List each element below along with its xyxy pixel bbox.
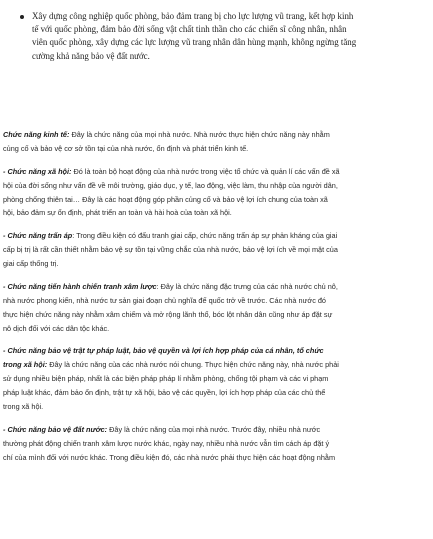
text-line — [3, 229, 427, 243]
text-line: trong xã hội. — [3, 401, 44, 411]
paragraph-heading: - Chức năng bảo vệ trật tự pháp luật, bảo vệ quyền và lợi ích hợp pháp của cá nhân, tổ chức — [3, 346, 324, 356]
bullet-text — [32, 10, 418, 63]
paragraph-social-function — [3, 165, 427, 221]
paragraph-text: Đây là chức năng của các nhà nước nói chung. Thực hiện chức năng này, nhà nước phải — [47, 360, 339, 370]
paragraph-heading: Chức năng kinh tế: — [3, 130, 70, 139]
text-line: thực hiện chức năng này nhằm xâm chiếm và mở rộng lãnh thổ, bóc lột nhân dân cũng như áp đặt sự — [3, 309, 333, 319]
text-line — [3, 280, 427, 294]
text-line: sử dụng nhiều biện pháp, nhất là các biện pháp pháp lí nhằm phòng, chống tội phạm và các vi phạm — [3, 374, 329, 384]
paragraph-text: Đó là toàn bộ hoạt động của nhà nước trong việc tổ chức và quản lí các vấn đề xã — [71, 166, 340, 176]
text-line: thường phát động chiến tranh xâm lược nước khác, ngày nay, nhiều nhà nước vẫn tìm cách áp đặt ý — [3, 438, 330, 448]
text-line — [3, 128, 427, 142]
text-line: tế với quốc phòng, đảm bảo đời sống vật chất tinh thần cho các chiến sĩ công nhân, nhân — [32, 24, 347, 35]
paragraph-economic-function — [3, 128, 427, 156]
text-line: hội, bảo đảm sự ổn định, phát triển an toàn và hài hoà của toàn xã hội. — [3, 208, 232, 218]
text-line: củng cố và bảo vệ cơ sở tồn tại của nhà nước, ổn định và phát triển kinh tế. — [3, 143, 249, 153]
paragraph-heading: - Chức năng bảo vệ đất nước: — [3, 424, 108, 434]
text-line — [3, 423, 427, 437]
paragraph-text: : Đây là chức năng đặc trưng của các nhà nước chủ nô, — [156, 281, 338, 291]
text-line: nô dịch đối với các dân tộc khác. — [3, 323, 110, 333]
text-line: nhà nước phong kiến, nhà nước tư sản giai đoạn chủ nghĩa đế quốc trở về trước. Các nhà nước đó — [3, 295, 326, 305]
paragraph-war-function — [3, 280, 427, 336]
paragraph-heading: trong xã hội: — [3, 360, 48, 370]
text-line: cường khả năng bảo vệ đất nước. — [32, 50, 150, 61]
paragraph-heading: - Chức năng xã hội: — [3, 166, 72, 176]
text-line — [3, 344, 427, 358]
paragraph-text: : Trong điều kiện có đấu tranh giai cấp, chức năng trấn áp sự phản kháng của giai — [72, 231, 338, 241]
text-line — [3, 358, 427, 372]
list-item — [20, 10, 418, 63]
paragraph-text: Đây là chức năng của mọi nhà nước. Nhà nước thực hiện chức năng này nhằm — [69, 130, 330, 139]
text-line: giai cấp thống trị. — [3, 259, 59, 269]
text-line: hội của đời sống như vấn đề về môi trường, giáo dục, y tế, lao động, việc làm, thu nhập của người dân, — [3, 180, 338, 190]
bullet-icon — [20, 10, 32, 63]
text-line: cấp bị trị là rất cần thiết nhằm bảo vệ sự tồn tại vững chắc của nhà nước, bảo vệ lợi ích về mọi mặt của — [3, 245, 338, 255]
text-line — [3, 165, 427, 179]
text-line: viên quốc phòng, xây dựng các lực lượng vũ trang nhân dân hùng mạnh, không ngừng tăng — [32, 37, 357, 48]
text-line: chí của mình đối với nước khác. Trong điều kiện đó, các nhà nước phải thực hiện các hoạt động nhằm — [3, 452, 336, 462]
bullet-list — [20, 10, 418, 63]
text-line: Xây dựng công nghiệp quốc phòng, bảo đảm trang bị cho lực lượng vũ trang, kết hợp kinh — [32, 11, 354, 21]
paragraph-heading: - Chức năng tiến hành chiến tranh xâm lược — [3, 281, 157, 291]
paragraph-heading: - Chức năng trấn áp — [3, 231, 73, 241]
document-body — [3, 128, 427, 473]
paragraph-repression-function — [3, 229, 427, 271]
paragraph-legal-order-function — [3, 344, 427, 414]
paragraph-defense-function — [3, 423, 427, 465]
text-line: pháp luật khác, đảm bảo ổn định, trật tự xã hội, bảo vệ các quyền, lợi ích hợp pháp của các chủ thể — [3, 388, 326, 398]
text-line: phòng chống thiên tai… Đây là các hoạt động góp phần củng cố và bảo vệ lợi ích chung của toàn xã — [3, 194, 328, 204]
paragraph-text: Đây là chức năng của mọi nhà nước. Trước đây, nhiều nhà nước — [107, 424, 321, 434]
